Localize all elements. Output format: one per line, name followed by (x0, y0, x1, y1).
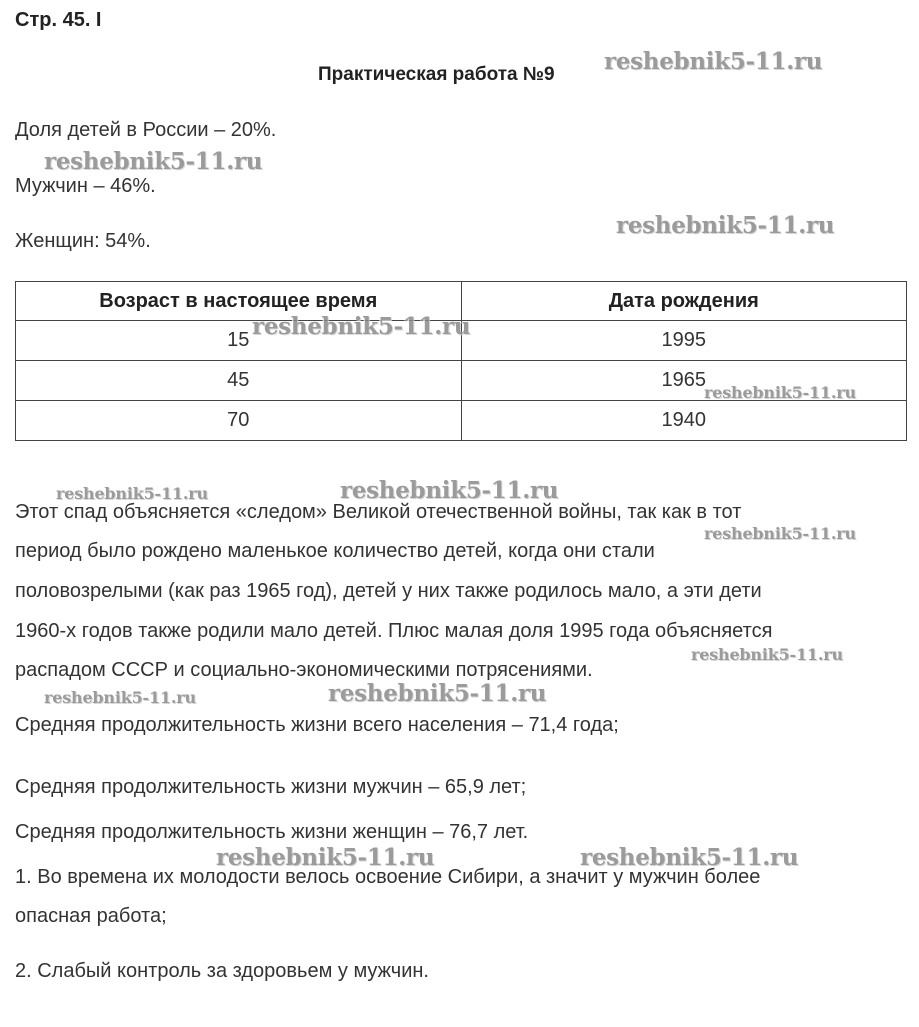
life-expectancy-women: Средняя продолжительность жизни женщин – 76,7 лет. (15, 821, 529, 843)
watermark: reshebnik5-11.ru (691, 645, 843, 664)
table-cell-age: 45 (16, 361, 462, 401)
reason-1-line-1: 1. Во времена их молодости велось освоение Сибири, а значит у мужчин более (15, 866, 761, 888)
watermark: reshebnik5-11.ru (44, 688, 196, 707)
table-cell-age: 15 (16, 321, 462, 361)
explanation-line-1: Этот спад объясняется «следом» Великой отечественной войны, так как в тот (15, 501, 742, 523)
page-title: Практическая работа №9 (318, 64, 555, 85)
table-row (16, 401, 907, 441)
explanation-line-3: половозрелыми (как раз 1965 год), детей у них также родилось мало, а эти дети (15, 580, 762, 602)
watermark: reshebnik5-11.ru (56, 484, 208, 503)
watermark: reshebnik5-11.ru (252, 313, 471, 340)
explanation-line-2: период было рождено маленькое количество детей, когда они стали (15, 540, 655, 562)
watermark: reshebnik5-11.ru (616, 212, 835, 239)
table-cell-birth-date: 1965 (461, 361, 907, 401)
watermark: reshebnik5-11.ru (44, 148, 263, 175)
explanation-line-4: 1960-х годов также родили мало детей. Плюс малая доля 1995 года объясняется (15, 620, 773, 642)
reason-1-line-2: опасная работа; (15, 905, 167, 927)
life-expectancy-men: Средняя продолжительность жизни мужчин – 65,9 лет; (15, 776, 527, 798)
column-header-age: Возраст в настоящее время (16, 282, 462, 321)
watermark: reshebnik5-11.ru (704, 524, 856, 543)
table-cell-birth-date: 1940 (461, 401, 907, 441)
age-birth-table (15, 281, 907, 441)
life-expectancy-all: Средняя продолжительность жизни всего населения – 71,4 года; (15, 714, 619, 736)
column-header-birth-date: Дата рождения (461, 282, 907, 321)
watermark: reshebnik5-11.ru (340, 477, 559, 504)
reason-2: 2. Слабый контроль за здоровьем у мужчин. (15, 960, 429, 982)
women-share: Женщин: 54%. (15, 230, 151, 252)
watermark: reshebnik5-11.ru (328, 680, 547, 707)
table-cell-age: 70 (16, 401, 462, 441)
explanation-line-5: распадом СССР и социально-экономическими потрясениями. (15, 659, 593, 681)
page-reference: Стр. 45. I (15, 9, 102, 31)
watermark: reshebnik5-11.ru (580, 844, 799, 871)
watermark: reshebnik5-11.ru (604, 48, 823, 75)
men-share: Мужчин – 46%. (15, 175, 156, 197)
table-cell-birth-date: 1995 (461, 321, 907, 361)
children-share: Доля детей в России – 20%. (15, 119, 277, 141)
watermark: reshebnik5-11.ru (704, 383, 856, 402)
watermark: reshebnik5-11.ru (216, 844, 435, 871)
